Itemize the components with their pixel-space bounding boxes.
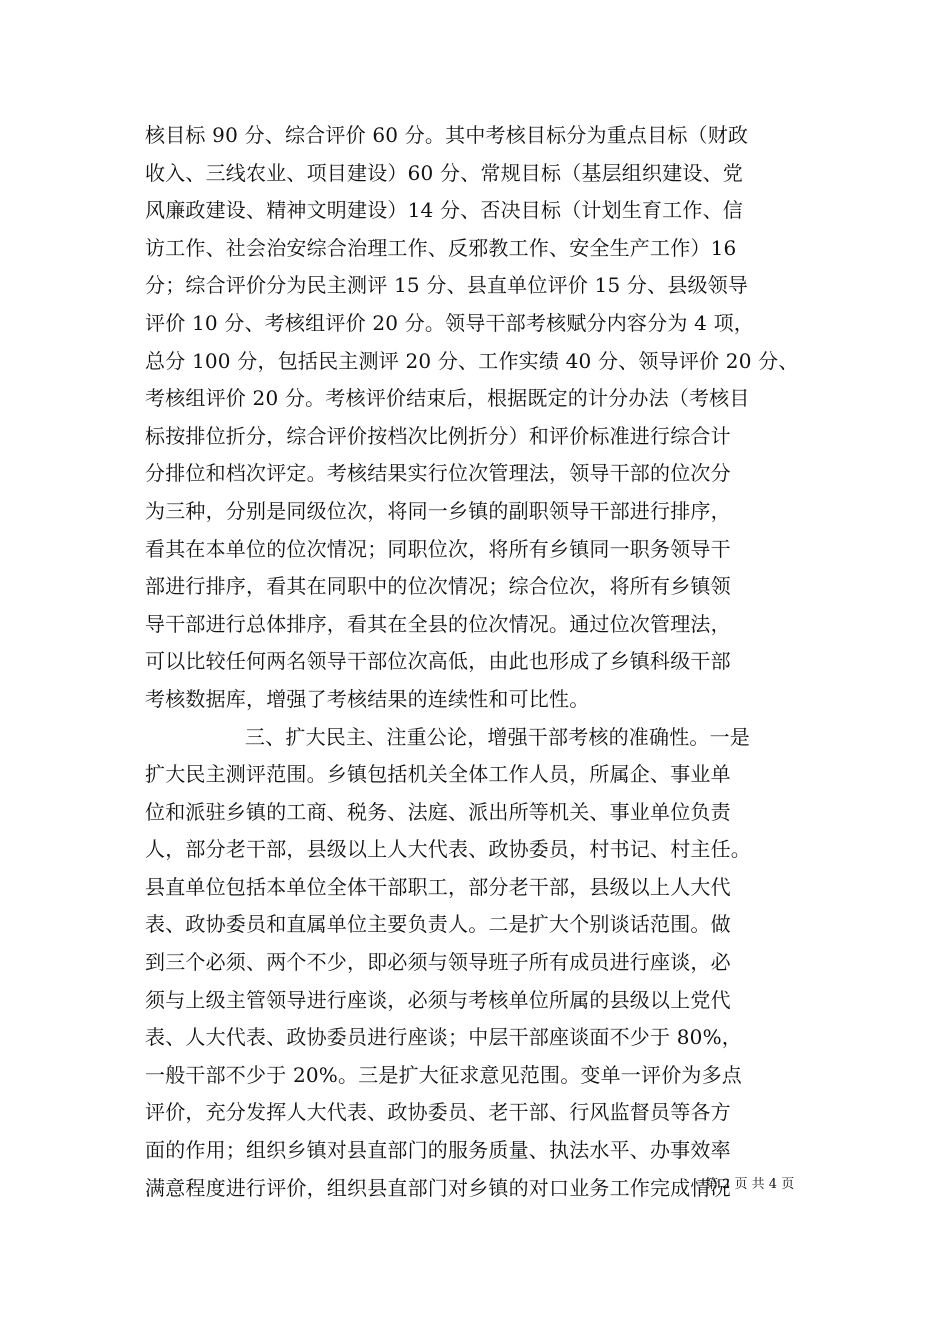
- text-line: 一般干部不少于 20%。三是扩大征求意见范围。变单一评价为多点: [145, 1062, 743, 1087]
- text-line: 到三个必须、两个不少，即必须与领导班子所有成员进行座谈，必: [145, 950, 731, 975]
- text-line: 风廉政建设、精神文明建设）14 分、否决目标（计划生育工作、信: [145, 198, 744, 223]
- text-line: 评价 10 分、考核组评价 20 分。领导干部考核赋分内容分为 4 项，: [145, 310, 754, 335]
- text-line: 看其在本单位的位次情况；同职位次，将所有乡镇同一职务领导干: [145, 536, 731, 561]
- text-line: 考核组评价 20 分。考核评价结束后，根据既定的计分办法（考核目: [145, 386, 750, 411]
- text-line: 扩大民主测评范围。乡镇包括机关全体工作人员，所属企、事业单: [145, 762, 731, 787]
- body-text: [145, 117, 815, 1207]
- text-line: 县直单位包括本单位全体干部职工，部分老干部，县级以上人大代: [145, 874, 731, 899]
- text-line: 考核数据库，增强了考核结果的连续性和可比性。: [145, 686, 590, 711]
- text-line: 须与上级主管领导进行座谈，必须与考核单位所属的县级以上党代: [145, 987, 731, 1012]
- text-line: 位和派驻乡镇的工商、税务、法庭、派出所等机关、事业单位负责: [145, 799, 731, 824]
- text-line: 评价，充分发挥人大代表、政协委员、老干部、行风监督员等各方: [145, 1100, 731, 1125]
- page-number-footer: 第 2 页 共 4 页: [705, 1177, 795, 1192]
- text-line: 收入、三线农业、项目建设）60 分、常规目标（基层组织建设、党: [145, 160, 744, 185]
- text-line: 表、人大代表、政协委员进行座谈；中层干部座谈面不少于 80%，: [145, 1025, 743, 1050]
- text-line: 表、政协委员和直属单位主要负责人。二是扩大个别谈话范围。做: [145, 912, 731, 937]
- text-line: 部进行排序，看其在同职中的位次情况；综合位次，将所有乡镇领: [145, 574, 731, 599]
- text-line: 满意程度进行评价，组织县直部门对乡镇的对口业务工作完成情况: [145, 1175, 731, 1200]
- text-line: 人，部分老干部，县级以上人大代表、政协委员，村书记、村主任。: [145, 837, 751, 862]
- text-line: 为三种，分别是同级位次，将同一乡镇的副职领导干部进行排序，: [145, 498, 731, 523]
- section-heading-line: 三、扩大民主、注重公论，增强干部考核的准确性。一是: [245, 724, 750, 749]
- text-line: 分排位和档次评定。考核结果实行位次管理法，领导干部的位次分: [145, 461, 731, 486]
- text-line: 导干部进行总体排序，看其在全县的位次情况。通过位次管理法，: [145, 611, 731, 636]
- text-line: 面的作用；组织乡镇对县直部门的服务质量、执法水平、办事效率: [145, 1138, 731, 1163]
- text-line: 访工作、社会治安综合治理工作、反邪教工作、安全生产工作）16: [145, 235, 737, 260]
- text-line: 总分 100 分，包括民主测评 20 分、工作实绩 40 分、领导评价 20 分、: [145, 348, 799, 373]
- text-line: 标按排位折分，综合评价按档次比例折分）和评价标准进行综合计: [145, 423, 731, 448]
- text-line: 可以比较任何两名领导干部位次高低，由此也形成了乡镇科级干部: [145, 649, 731, 674]
- text-line: 分；综合评价分为民主测评 15 分、县直单位评价 15 分、县级领导: [145, 273, 749, 298]
- text-line: 核目标 90 分、综合评价 60 分。其中考核目标分为重点目标（财政: [145, 123, 749, 147]
